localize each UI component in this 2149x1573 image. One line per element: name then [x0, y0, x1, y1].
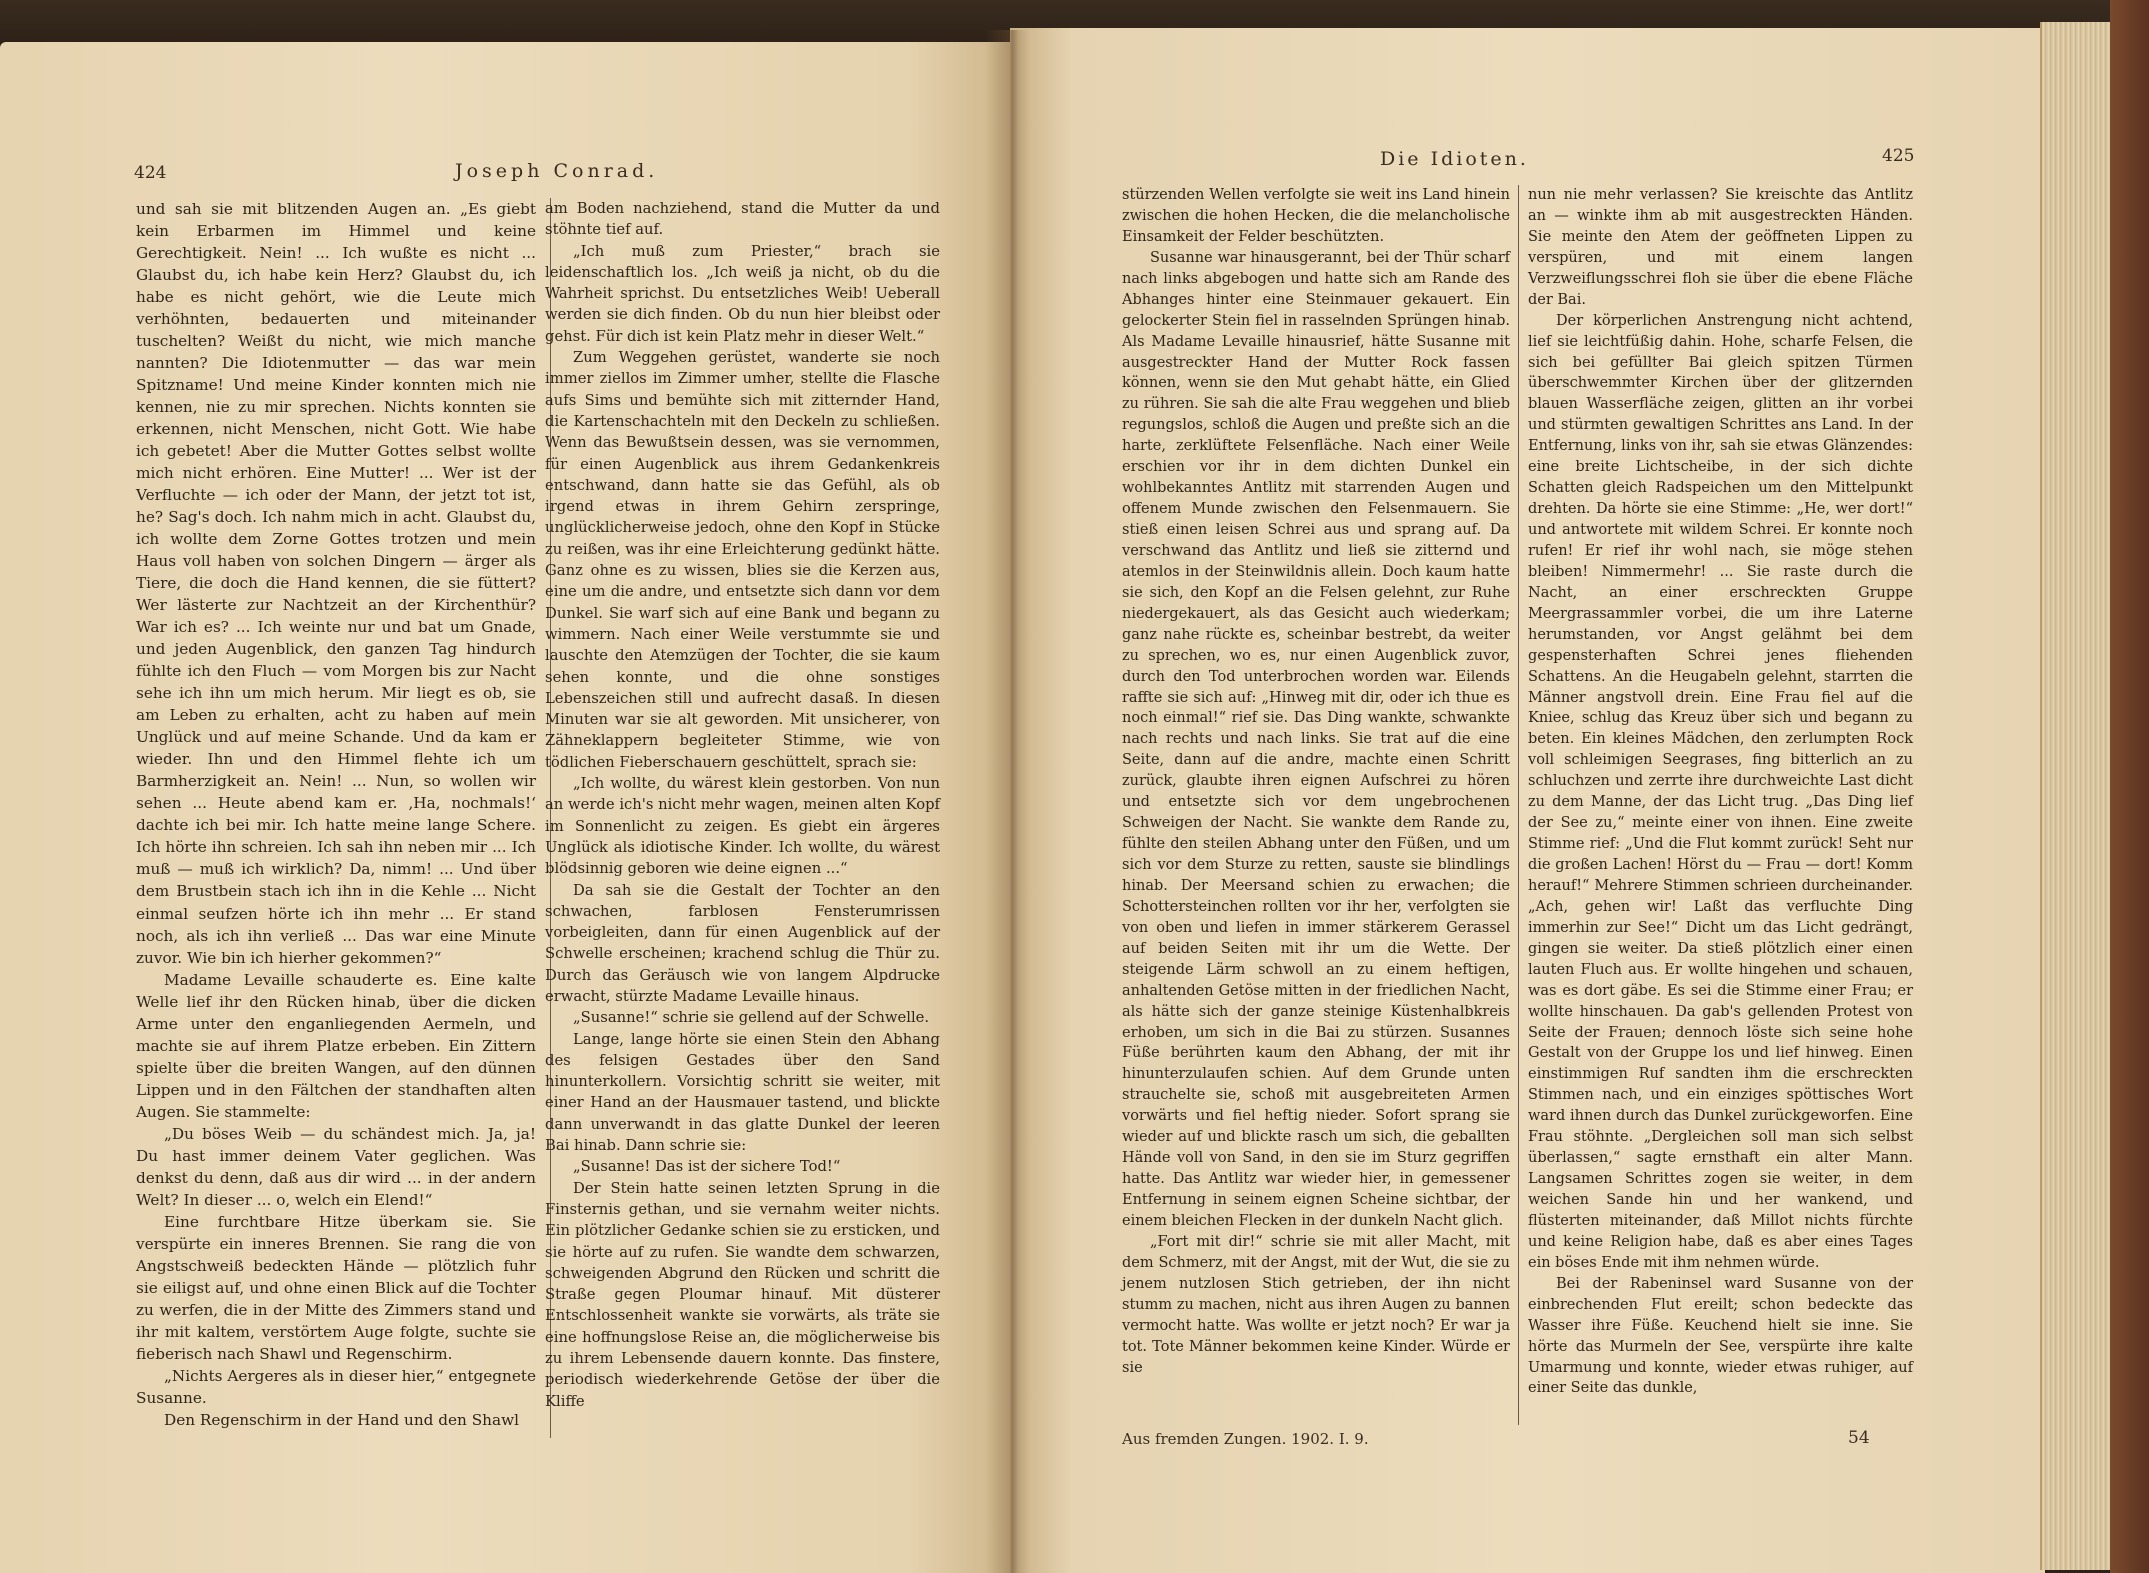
paragraph: „Nichts Aergeres als in dieser hier,“ entgegnete Susanne.: [136, 1366, 536, 1407]
footer-signature: 54: [1848, 1428, 1870, 1448]
paragraph: Lange, lange hörte sie einen Stein den Abhang des felsigen Gestades über den Sand hinunterkollern. Vorsichtig schritt sie weiter, mit einer Hand an der Hausmauer tastend, und blickte dann unverwandt in das glatte Dunkel der leeren Bai hinab. Dann schrie sie:: [545, 1030, 940, 1155]
book-cover-edge: [2110, 0, 2149, 1573]
paragraph: nun nie mehr verlassen? Sie kreischte das Antlitz an — winkte ihm ab mit ausgestreckten Händen. Sie meinte den Atem der geöffneten Lippen zu verspüren, und mit einem langen Verzweiflungsschrei floh sie über die ebene Fläche der Bai.: [1528, 187, 1913, 308]
paragraph: Da sah sie die Gestalt der Tochter an den schwachen, farblosen Fensterumrissen vorbeigleiten, dann für einen Augenblick auf der Schwelle erscheinen; krachend schlug die Thür zu. Durch das Geräusch wie von langem Alpdrucke erwacht, stürzte Madame Levaille hinaus.: [545, 881, 940, 1005]
right-running-head: Die Idioten.: [1380, 148, 1529, 170]
paragraph: Eine furchtbare Hitze überkam sie. Sie verspürte ein inneres Brennen. Sie rang die von Angstschweiß bedeckten Hände — plötzlich fuhr sie eiligst auf, und ohne einen Blick auf die Tochter zu werfen, die in der Mitte des Zimmers stand und ihr mit kaltem, verstörtem Auge folgte, suchte sie fieberisch nach Shawl und Regenschirm.: [136, 1212, 536, 1363]
paragraph: Susanne war hinausgerannt, bei der Thür scharf nach links abgebogen und hatte sich am Rande des Abhanges hinter eine Steinmauer gekauert. Ein gelockerter Stein fiel in rasselnden Sprüngen hinab. Als Madame Levaille hinausrief, hätte Susanne mit ausgestreckter Hand der Mutter Rock fassen können, wenn sie den Mut gehabt hätte, ein Glied zu rühren. Sie sah die alte Frau weggehen und blieb regungslos, schloß die Augen und preßte sich an die harte, zerklüftete Felsenfläche. Nach einer Weile erschien vor ihr in dem dichten Dunkel ein wohlbekanntes Antlitz mit starrenden Augen und offenem Munde zwischen den Felsenmauern. Sie stieß einen leisen Schrei aus und sprang auf. Da verschwand das Antlitz und ließ sie zitternd und atemlos in der Steinwildnis allein. Doch kaum hatte sie sich, den Kopf an die Felsen gelehnt, zur Ruhe niedergekauert, als das Gesicht auch wiederkam; ganz nahe rückte es, scheinbar bestrebt, da weiter zu sprechen, wo es, nur einen Augenblick zuvor, durch den Tod unterbrochen worden war. Eilends raffte sie sich auf: „Hinweg mit dir, oder ich thue es noch einmal!“ rief sie. Das Ding wankte, schwankte nach rechts und nach links. Sie trat auf die eine Seite, dann auf die andre, machte einen Schritt zurück, glaubte ihren eignen Aufschrei zu hören und entsetzte sich vor dem ungebrochenen Schweigen der Nacht. Sie wankte dem Rande zu, fühlte den steilen Abhang unter den Füßen, und um sich vor dem Sturze zu retten, sauste sie blindlings hinab. Der Meersand schien zu erwachen; die Schottersteinchen rollten vor ihr her, verfolgten sie von oben und liefen in immer stärkerem Gerassel auf beiden Seiten mit ihr um die Wette. Der steigende Lärm schwoll an zu einem heftigen, anhaltenden Getöse mitten in der friedlichen Nacht, als hätte sich der ganze steinige Küstenhalbkreis erhoben, um sich in die Bai zu stürzen. Susannes Füße berührten kaum den Abhang, der mit ihr hinunterzulaufen schien. Auf dem Grunde unten strauchelte sie, schoß mit ausgebreiteten Armen vorwärts und fiel heftig nieder. Sofort sprang sie wieder auf und blickte rasch um sich, die geballten Hände voll von Sand, in den sie im Sturz gegriffen hatte. Das Antlitz war wieder hier, in gemessener Entfernung in seinem eignen Scheine sichtbar, der einem bleichen Flecken in der dunkeln Nacht glich.: [1122, 249, 1510, 1229]
left-column-1: [136, 198, 536, 1431]
paragraph: Der körperlichen Anstrengung nicht achtend, lief sie leichtfüßig dahin. Hohe, scharfe Felsen, die sich bei gefüllter Bai gleich spitzen Türmen überschwemmter Kirchen über der glitzernden blauen Wasserfläche zeigen, glitten an ihr vorbei und stürmten gewaltigen Schrittes ans Land. In der Entfernung, links von ihr, sah sie etwas Glänzendes: eine breite Lichtscheibe, in der sich dichte Schatten gleich Radspeichen um den Mittelpunkt drehten. Da hörte sie eine Stimme: „He, wer dort!“ und antwortete mit wildem Schrei. Er konnte noch rufen! Er rief ihr wohl nach, sie möge stehen bleiben! Nimmermehr! ... Sie raste durch die Nacht, an einer erschreckten Gruppe Meergrassammler vorbei, die um ihre Laterne herumstanden, vor Angst gelähmt bei dem gespensterhaften Schrei jenes fliehenden Schattens. An die Heugabeln gelehnt, starrten die Männer angstvoll drein. Eine Frau fiel auf die Kniee, schlug das Kreuz über sich und begann zu beten. Ein kleines Mädchen, den zerlumpten Rock voll schleimigen Seegrases, fing bitterlich an zu schluchzen und zerrte ihre durchweichte Last dicht zu dem Manne, der das Licht trug. „Das Ding lief der See zu,“ meinte einer von ihnen. Eine zweite Stimme rief: „Und die Flut kommt zurück! Seht nur die großen Lachen! Hörst du — Frau — dort! Komm herauf!“ Mehrere Stimmen schrieen durcheinander. „Ach, gehen wir! Laßt das verfluchte Ding immerhin zur See!“ Dicht um das Licht gedrängt, gingen sie weiter. Da stieß plötzlich einer einen lauten Fluch aus. Er wollte hingehen und schauen, was es dort gäbe. Es sei die Stimme einer Frau; er wollte hinschauen. Da gab's gellenden Protest von Seite der Frauen; dennoch löste sich seine hohe Gestalt von der Gruppe los und lief hinweg. Einen einstimmigen Ruf sandten ihm die erschreckten Stimmen nach, und ein einziges spöttisches Wort ward ihnen durch das Dunkel zurückgeworfen. Eine Frau stöhnte. „Dergleichen soll man sich selbst überlassen,“ sagte ernsthaft ein alter Mann. Langsamen Schrittes zogen sie weiter, in dem weichen Sande hin und her wankend, und flüsterten miteinander, daß Millot nichts fürchte und keine Religion habe, daß es aber eines Tages ein böses Ende mit ihm nehmen würde.: [1528, 312, 1913, 1271]
paragraph: Der Stein hatte seinen letzten Sprung in die Finsternis gethan, und sie vernahm weiter nichts. Ein plötzlicher Gedanke schien sie zu ersticken, und sie hörte auf zu rufen. Sie wandte dem schwarzen, schweigenden Abgrund den Rücken und schritt die Straße gegen Ploumar hinauf. Mit düsterer Entschlossenheit wankte sie vorwärts, als träte sie eine hoffnungslose Reise an, die möglicherweise bis zu ihrem Lebensende dauern konnte. Das finstere, periodisch wiederkehrende Getöse der über die Kliffe: [545, 1179, 940, 1410]
paragraph: stürzenden Wellen verfolgte sie weit ins Land hinein zwischen die hohen Hecken, die die melancholische Einsamkeit der Felder beschützten.: [1122, 187, 1510, 245]
column-divider: [1518, 185, 1519, 1425]
paragraph: „Du böses Weib — du schändest mich. Ja, ja! Du hast immer deinem Vater geglichen. Was denkst du denn, daß aus dir wird ... in der andern Welt? In dieser ... o, welch ein Elend!“: [136, 1124, 536, 1209]
right-column-2: [1528, 185, 1913, 1399]
book-gutter: [985, 30, 1030, 1573]
left-running-head: Joseph Conrad.: [455, 160, 659, 182]
paragraph: Den Regenschirm in der Hand und den Shawl: [164, 1410, 519, 1429]
paragraph: und sah sie mit blitzenden Augen an. „Es giebt kein Erbarmen im Himmel und keine Gerechtigkeit. Nein! ... Ich wußte es nicht ... Glaubst du, ich habe kein Herz? Glaubst du, ich habe es nicht gehört, wie die Leute mich verhöhnten, bedauerten und miteinander tuschelten? Weißt du nicht, wie mich manche nannten? Die Idiotenmutter — das war mein Spitzname! Und meine Kinder konnten mich nie kennen, nie zu mir sprechen. Nichts konnten sie erkennen, nicht Menschen, nicht Gott. Wie habe ich gebetet! Aber die Mutter Gottes selbst wollte mich nicht erhören. Eine Mutter! ... Wer ist der Verfluchte — ich oder der Mann, der jetzt tot ist, he? Sag's doch. Ich nahm mich in acht. Glaubst du, ich wollte dem Zorne Gottes trotzen und mein Haus voll haben von solchen Dingern — ärger als Tiere, die doch die Hand kennen, die sie füttert? Wer lästerte zur Nachtzeit an der Kirchenthür? War ich es? ... Ich weinte nur und bat um Gnade, und jeden Augenblick, den ganzen Tag hindurch fühlte ich den Fluch — vom Morgen bis zur Nacht sehe ich ihn um mich herum. Mir liegt es ob, sie am Leben zu erhalten, acht zu haben auf mein Unglück und auf meine Schande. Und da kam er wieder. Ihn und den Himmel flehte ich um Barmherzigkeit an. Nein! ... Nun, so wollen wir sehen ... Heute abend kam er. ‚Ha, nochmals!‘ dachte ich bei mir. Ich hatte meine lange Schere. Ich hörte ihn schreien. Ich sah ihn neben mir ... Ich muß — muß ich wirklich? Da, nimm! ... Und über dem Brustbein stach ich ihn in die Kehle ... Nicht einmal seufzen hörte ich ihn mehr ... Er stand noch, als ich ihn verließ ... Das war eine Minute zuvor. Wie bin ich hierher gekommen?“: [136, 200, 536, 967]
page-edges: [2040, 22, 2116, 1570]
paragraph: am Boden nachziehend, stand die Mutter da und stöhnte tief auf.: [545, 200, 940, 239]
left-column-2: [545, 198, 940, 1412]
paragraph: Bei der Rabeninsel ward Susanne von der einbrechenden Flut ereilt; schon bedeckte das Wasser ihre Füße. Keuchend hielt sie inne. Sie hörte das Murmeln der See, verspürte ihre kalte Umarmung und konnte, wieder etwas ruhiger, auf einer Seite das dunkle,: [1528, 1275, 1913, 1397]
paragraph: „Susanne!“ schrie sie gellend auf der Schwelle.: [573, 1009, 930, 1027]
right-page-number: 425: [1882, 146, 1915, 166]
right-column-1: [1122, 185, 1510, 1378]
paragraph: Zum Weggehen gerüstet, wanderte sie noch immer ziellos im Zimmer umher, stellte die Flasche aufs Sims und bemühte sich mit zitternder Hand, die Kartenschachteln mit den Deckeln zu schließen. Wenn das Bewußtsein dessen, was sie vernommen, für einen Augenblick aus ihrem Gedankenkreis entschwand, dann hatte sie das Gefühl, als ob irgend etwas in ihrem Gehirn zerspringe, unglücklicherweise jedoch, ohne den Kopf in Stücke zu reißen, was ihr eine Erleichterung gedünkt hätte. Ganz ohne es zu wissen, blies sie die Kerzen aus, eine um die andre, und entsetzte sich dann vor dem Dunkel. Sie warf sich auf eine Bank und begann zu wimmern. Nach einer Weile verstummte sie und lauschte den Atemzügen der Tochter, die sie kaum sehen konnte, und die ohne sonstiges Lebenszeichen still und aufrecht dasaß. In diesen Minuten war sie alt geworden. Mit unsicherer, von Zähneklappern begleiteter Stimme, wie von tödlichen Fieberschauern geschüttelt, sprach sie:: [545, 349, 940, 771]
paragraph: Madame Levaille schauderte es. Eine kalte Welle lief ihr den Rücken hinab, über die dicken Arme unter den enganliegenden Aermeln, und machte sie auf ihrem Platze erbeben. Ein Zittern spielte über die breiten Wangen, auf den dünnen Lippen und in den Fältchen der standhaften alten Augen. Sie stammelte:: [136, 970, 536, 1121]
paragraph: „Ich muß zum Priester,“ brach sie leidenschaftlich los. „Ich weiß ja nicht, ob du die Wahrheit sprichst. Du entsetzliches Weib! Ueberall werden sie dich finden. Ob du nun hier bleibst oder gehst. Für dich ist kein Platz mehr in dieser Welt.“: [545, 242, 940, 345]
paragraph: „Susanne! Das ist der sichere Tod!“: [573, 1158, 841, 1176]
footer-source: Aus fremden Zungen. 1902. I. 9.: [1122, 1430, 1369, 1448]
left-page-number: 424: [134, 163, 167, 183]
paragraph: „Ich wollte, du wärest klein gestorben. Von nun an werde ich's nicht mehr wagen, meinen alten Kopf im Sonnenlicht zu zeigen. Es giebt ein ärgeres Unglück als idiotische Kinder. Ich wollte, du wärest blödsinnig geboren wie deine eignen ...“: [545, 775, 940, 878]
paragraph: „Fort mit dir!“ schrie sie mit aller Macht, mit dem Schmerz, mit der Angst, mit der Wut, die sie zu jenem nutzlosen Stich getrieben, der ihn nicht stumm zu machen, nicht aus ihren Augen zu bannen vermocht hatte. Was wollte er jetzt noch? Er war ja tot. Tote Männer bekommen keine Kinder. Würde er sie: [1122, 1233, 1510, 1376]
